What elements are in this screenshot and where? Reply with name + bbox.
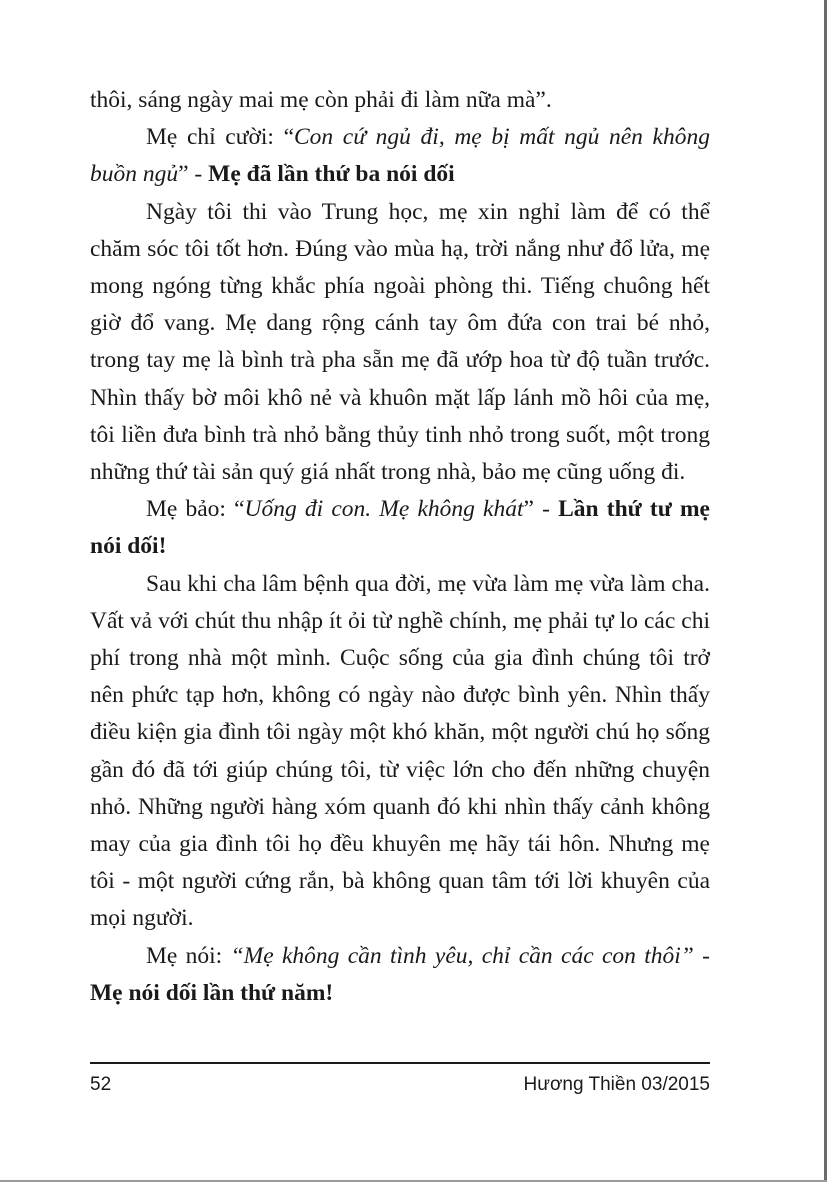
paragraph [90, 119, 710, 193]
paragraph [90, 491, 710, 565]
italic-quote: Uống đi con. Mẹ không khát [244, 496, 524, 523]
body-text [90, 82, 710, 1012]
text-run: Mẹ chỉ cười: “ [146, 124, 294, 151]
page-number: 52 [90, 1074, 112, 1095]
italic-quote: “Mẹ không cần tình yêu, chỉ cần các con thôi” [230, 942, 694, 969]
paragraph [90, 566, 710, 938]
footer-rule [90, 1062, 710, 1064]
text-run: Ngày tôi thi vào Trung học, mẹ xin nghỉ làm để có thể chăm sóc tôi tốt hơn. Đúng vào mùa hạ, trời nắng như đổ lửa, mẹ mong ngóng từng khắc phía ngoài phòng thi. Tiếng chuông hết giờ đổ vang. Mẹ dang rộng cánh tay ôm đứa con trai bé nhỏ, trong tay mẹ là bình trà pha sẵn mẹ đã ướp hoa từ độ tuần trước. Nhìn thấy bờ môi khô nẻ và khuôn mặt lấp lánh mồ hôi của mẹ, tôi liền đưa bình trà nhỏ bằng thủy tinh nhỏ trong suốt, một trong những thứ tài sản quý giá nhất trong nhà, bảo mẹ cũng uống đi. [90, 198, 710, 486]
text-run: Mẹ nói: [146, 942, 231, 969]
paragraph [90, 194, 710, 492]
text-run: Sau khi cha lâm bệnh qua đời, mẹ vừa làm mẹ vừa làm cha. Vất vả với chút thu nhập ít ỏi từ nghề chính, mẹ phải tự lo các chi phí trong nhà một mình. Cuộc sống của gia đình chúng tôi trở nên phức tạp hơn, không có ngày nào được bình yên. Nhìn thấy điều kiện gia đình tôi ngày một khó khăn, một người chú họ sống gần đó đã tới giúp chúng tôi, từ việc lớn cho đến những chuyện nhỏ. Những người hàng xóm quanh đó khi nhìn thấy cảnh không may của gia đình tôi họ đều khuyên mẹ hãy tái hôn. Nhưng mẹ tôi - một người cứng rắn, bà không quan tâm tới lời khuyên của mọi người. [90, 570, 710, 932]
footer-title: Hương Thiền 03/2015 [523, 1074, 710, 1095]
bold-text: Lần thứ tư mẹ nói dối! [90, 496, 710, 560]
text-run: ” - [523, 496, 559, 523]
italic-quote: Con cứ ngủ đi, mẹ bị mất ngủ nên không buồn ngủ [90, 124, 710, 188]
text-run: - [693, 942, 711, 969]
paragraph [90, 938, 710, 1012]
bold-text: Mẹ nói dối lần thứ năm! [90, 979, 334, 1006]
paragraph [90, 82, 710, 119]
footer [90, 1070, 710, 1100]
text-run: Mẹ bảo: “ [146, 496, 245, 523]
text-run: ” - [178, 161, 209, 188]
text-run: thôi, sáng ngày mai mẹ còn phải đi làm nữa mà”. [90, 87, 552, 113]
bold-text: Mẹ đã lần thứ ba nói dối [208, 161, 455, 188]
